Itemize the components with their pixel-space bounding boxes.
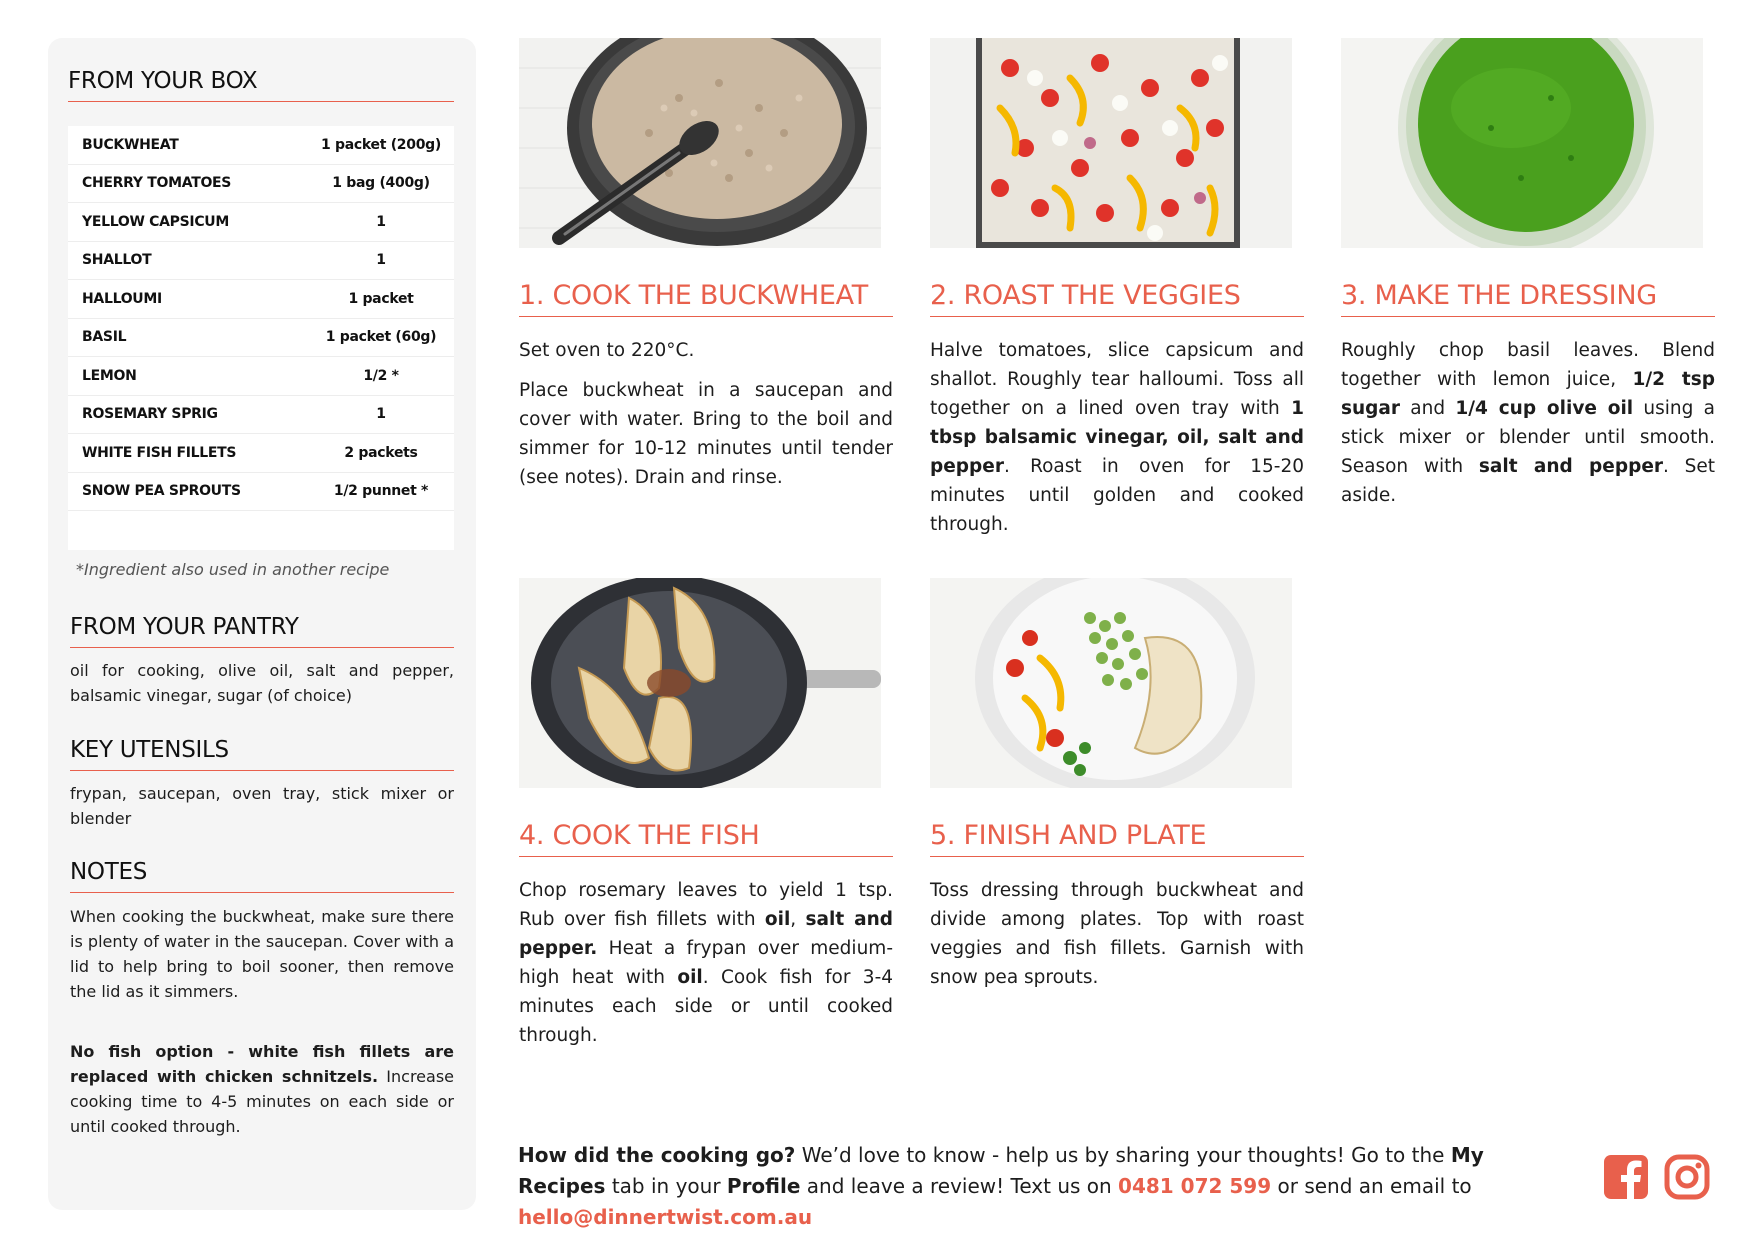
- ingredient-row: [68, 165, 454, 204]
- step-5-body: [930, 876, 1304, 992]
- ingredient-quantity: 1 bag (400g): [332, 175, 430, 192]
- ingredient-name: YELLOW CAPSICUM: [82, 213, 229, 230]
- step-3-text-2: and: [1400, 398, 1456, 419]
- step-4-bold-3: oil: [677, 967, 703, 988]
- utensils-text: frypan, saucepan, oven tray, stick mixer or blender: [70, 784, 454, 828]
- step-4-text-1: Chop rosemary leaves to yield 1 tsp. Rub over fish fillets with: [519, 880, 893, 930]
- step-3-title: 3. MAKE THE DRESSING: [1341, 280, 1715, 317]
- ingredient-name: HALLOUMI: [82, 290, 162, 307]
- ingredient-row: [68, 126, 454, 165]
- ingredient-quantity: 2 packets: [344, 444, 418, 461]
- step-1-paragraph-2: Place buckwheat in a saucepan and cover with water. Bring to the boil and simmer for 10-12 minutes until tender (see notes). Drain and rinse.: [519, 380, 893, 488]
- footer-bold-question: How did the cooking go?: [518, 1143, 796, 1167]
- instagram-icon[interactable]: [1664, 1154, 1710, 1200]
- step-4-bold-1: oil: [764, 909, 791, 930]
- step-5-image: [930, 578, 1292, 788]
- from-your-box-title: FROM YOUR BOX: [68, 68, 454, 102]
- notes-text-1: When cooking the buckwheat, make sure there is plenty of water in the saucepan. Cover with a lid to help bring to boil sooner, then remove the lid as it simmers.: [70, 907, 454, 1001]
- step-4-text-2: ,: [790, 909, 806, 930]
- ingredient-name: BASIL: [82, 329, 127, 346]
- sidebar: [48, 38, 476, 1210]
- footer-my-recipes: My Recipes: [518, 1143, 1484, 1198]
- step-3-paragraph: [1341, 336, 1715, 510]
- ingredient-row: [68, 242, 454, 281]
- step-4-image: [519, 578, 881, 788]
- ingredient-row: [68, 280, 454, 319]
- footer-text-4: or send an email to: [1271, 1174, 1472, 1198]
- step-3-text-4: . Set aside.: [1341, 456, 1715, 506]
- step-2-body: [930, 336, 1304, 539]
- step-1-body: [519, 336, 893, 492]
- footer-phone-link[interactable]: 0481 072 599: [1118, 1174, 1272, 1198]
- step-1-title: 1. COOK THE BUCKWHEAT: [519, 280, 893, 317]
- step-4-text-4: . Cook fish for 3-4 minutes each side or until cooked through.: [519, 967, 894, 1046]
- step-2-bold-1: 1 tbsp balsamic vinegar, oil, salt and pepper: [930, 398, 1304, 477]
- step-2-paragraph: [930, 336, 1304, 539]
- ingredient-row: [68, 203, 454, 242]
- notes-text-2: [70, 1039, 454, 1139]
- step-2-image: [930, 38, 1292, 248]
- ingredient-quantity: 1 packet (60g): [325, 329, 437, 346]
- footer-text-1: We’d love to know - help us by sharing your thoughts! Go to the: [795, 1143, 1451, 1167]
- ingredient-quantity: 1/2 *: [363, 367, 399, 384]
- ingredient-row: [68, 357, 454, 396]
- footer-text-3: and leave a review! Text us on: [800, 1174, 1119, 1198]
- facebook-icon[interactable]: [1603, 1154, 1649, 1200]
- pantry-text: oil for cooking, olive oil, salt and pepper, balsamic vinegar, sugar (of choice): [70, 661, 454, 705]
- ingredient-quantity: 1: [376, 406, 386, 423]
- footer-text-2: tab in your: [605, 1174, 727, 1198]
- ingredient-quantity: 1: [376, 252, 386, 269]
- ingredient-row: [68, 396, 454, 435]
- step-3-bold-1: 1/2 tsp sugar: [1341, 369, 1715, 419]
- ingredient-name: CHERRY TOMATOES: [82, 175, 232, 192]
- footer-profile: Profile: [726, 1174, 801, 1198]
- ingredient-quantity: 1/2 punnet *: [333, 483, 429, 500]
- step-5-paragraph: Toss dressing through buckwheat and divide among plates. Top with roast veggies and fish fillets. Garnish with snow pea sprouts.: [930, 880, 1304, 988]
- step-3-body: [1341, 336, 1715, 510]
- step-3-bold-3: salt and pepper: [1478, 456, 1663, 477]
- step-2-text-1: Halve tomatoes, slice capsicum and shallot. Roughly tear halloumi. Toss all together on a lined oven tray with: [930, 340, 1304, 419]
- notes-no-fish-bold: No fish option - white fish fillets are replaced with chicken schnitzels.: [70, 1042, 454, 1086]
- step-4-title: 4. COOK THE FISH: [519, 820, 893, 857]
- notes-title: NOTES: [70, 859, 454, 893]
- step-3-image: [1341, 38, 1703, 248]
- notes-no-fish-rest: Increase cooking time to 4-5 minutes on each side or until cooked through.: [70, 1067, 455, 1136]
- key-utensils-title: KEY UTENSILS: [70, 737, 454, 771]
- ingredient-row: [68, 434, 454, 473]
- ingredient-name: ROSEMARY SPRIG: [82, 406, 218, 423]
- step-5-title: 5. FINISH AND PLATE: [930, 820, 1304, 857]
- step-3-text-1: Roughly chop basil leaves. Blend together with lemon juice,: [1341, 340, 1715, 390]
- ingredient-quantity: 1 packet (200g): [321, 136, 441, 153]
- ingredient-quantity: 1 packet: [348, 290, 414, 307]
- step-3-bold-2: 1/4 cup olive oil: [1455, 398, 1634, 419]
- step-2-text-2: . Roast in oven for 15-20 minutes until golden and cooked through.: [930, 456, 1304, 535]
- ingredient-table: [68, 126, 454, 550]
- ingredient-name: SHALLOT: [82, 252, 152, 269]
- ingredient-name: WHITE FISH FILLETS: [82, 444, 237, 461]
- footer-email-link[interactable]: hello@dinnertwist.com.au: [518, 1205, 813, 1229]
- step-1-paragraph-1: Set oven to 220°C.: [519, 340, 695, 361]
- step-1-image: [519, 38, 881, 248]
- feedback-footer: [518, 1140, 1578, 1233]
- ingredient-row: [68, 319, 454, 358]
- step-2-title: 2. ROAST THE VEGGIES: [930, 280, 1304, 317]
- ingredient-quantity: 1: [376, 213, 386, 230]
- step-4-text-3: Heat a frypan over medium-high heat with: [519, 938, 893, 988]
- ingredient-note: *Ingredient also used in another recipe: [76, 560, 390, 579]
- step-4-bold-2: salt and pepper.: [519, 909, 893, 959]
- ingredient-name: BUCKWHEAT: [82, 136, 179, 153]
- ingredient-name: SNOW PEA SPROUTS: [82, 483, 241, 500]
- step-4-paragraph: [519, 876, 893, 1050]
- ingredient-name: LEMON: [82, 367, 137, 384]
- from-your-pantry-title: FROM YOUR PANTRY: [70, 614, 454, 648]
- ingredient-row: [68, 473, 454, 512]
- step-4-body: [519, 876, 893, 1050]
- step-3-text-3: using a stick mixer or blender until smooth. Season with: [1341, 398, 1715, 477]
